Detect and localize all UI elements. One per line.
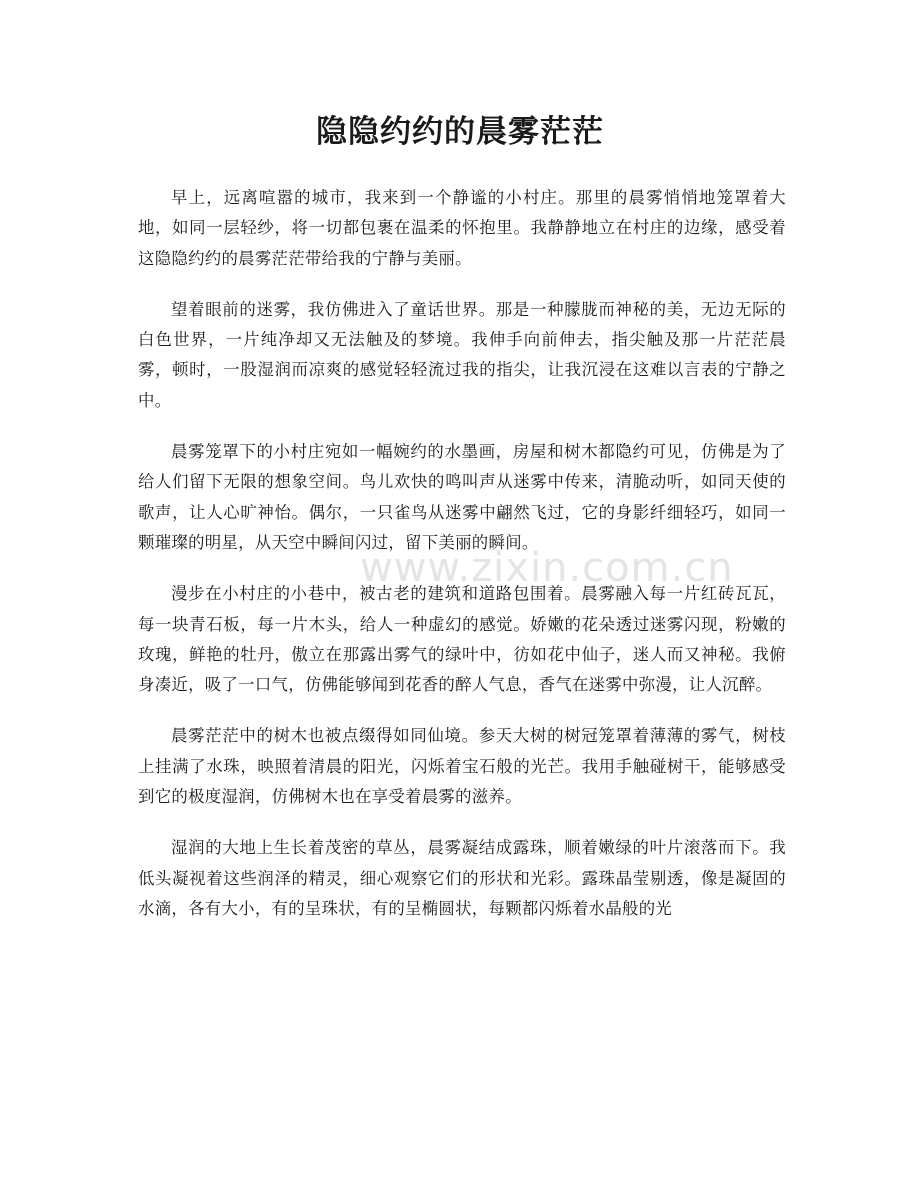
- paragraph-2: 望着眼前的迷雾，我仿佛进入了童话世界。那是一种朦胧而神秘的美，无边无际的白色世界，一片纯净却又无法触及的梦境。我伸手向前伸去，指尖触及那一片茫茫晨雾，顿时，一股湿润而凉爽的感觉轻轻流过我的指尖，让我沉浸在这难以言表的宁静之中。: [138, 299, 786, 410]
- page-title: 隐隐约约的晨雾茫茫: [316, 114, 604, 150]
- paragraph-6: 湿润的大地上生长着茂密的草丛，晨雾凝结成露珠，顺着嫩绿的叶片滚落而下。我低头凝视着这些润泽的精灵，细心观察它们的形状和光彩。露珠晶莹剔透，像是凝固的水滴，各有大小，有的呈珠状，有的呈椭圆状，每颗都闪烁着水晶般的光: [138, 838, 786, 918]
- article-body: [138, 183, 786, 945]
- paragraph-5: 晨雾茫茫中的树木也被点缀得如同仙境。参天大树的树冠笼罩着薄薄的雾气，树枝上挂满了水珠，映照着清晨的阳光，闪烁着宝石般的光芒。我用手触碰树干，能够感受到它的极度湿润，仿佛树木也在享受着晨雾的滋养。: [138, 726, 786, 807]
- paragraph-3: 晨雾笼罩下的小村庄宛如一幅婉约的水墨画，房屋和树木都隐约可见，仿佛是为了给人们留下无限的想象空间。鸟儿欢快的鸣叫声从迷雾中传来，清脆动听，如同天使的歌声，让人心旷神怡。偶尔，一只雀鸟从迷雾中翩然飞过，它的身影纤细轻巧，如同一颗璀璨的明星，从天空中瞬间闪过，留下美丽的瞬间。: [138, 442, 786, 552]
- paragraph-1: 早上，远离喧嚣的城市，我来到一个静谧的小村庄。那里的晨雾悄悄地笼罩着大地，如同一层轻纱，将一切都包裹在温柔的怀抱里。我静静地立在村庄的边缘，感受着这隐隐约约的晨雾茫茫带给我的宁静与美丽。: [138, 188, 786, 268]
- paragraph-4: 漫步在小村庄的小巷中，被古老的建筑和道路包围着。晨雾融入每一片红砖瓦瓦，每一块青石板，每一片木头，给人一种虚幻的感觉。娇嫩的花朵透过迷雾闪现，粉嫩的玫瑰，鲜艳的牡丹，傲立在那露出雾气的绿叶中，彷如花中仙子，迷人而又神秘。我俯身凑近，吸了一口气，仿佛能够闻到花香的醉人气息，香气在迷雾中弥漫，让人沉醉。: [138, 584, 786, 695]
- watermark: www.zixin.com.cn: [360, 545, 734, 591]
